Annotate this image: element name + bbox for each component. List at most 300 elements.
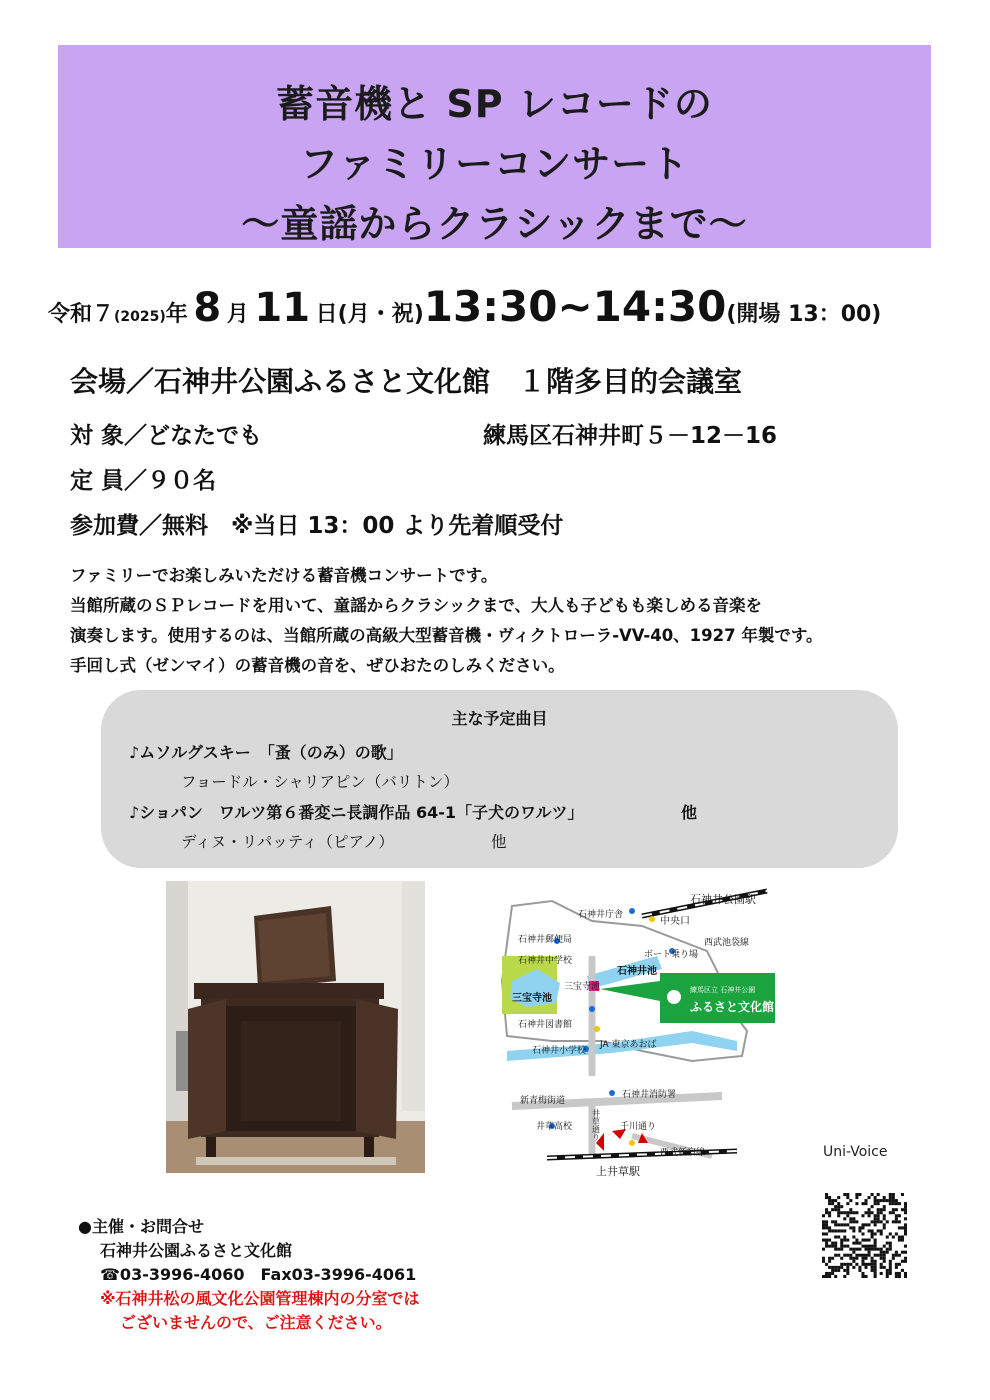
description-line: 手回し式（ゼンマイ）の蓄音機の音を、ぜひおたのしみください。 [70, 656, 565, 675]
doors-open: (開場 13：00) [726, 302, 882, 327]
code-module [880, 1272, 883, 1275]
code-module [898, 1254, 901, 1257]
code-module [861, 1275, 864, 1278]
map-shakujii-pond: 石神井池 [617, 966, 657, 977]
code-module [834, 1223, 837, 1226]
code-module [904, 1208, 907, 1211]
code-module [883, 1260, 886, 1263]
code-module [904, 1245, 907, 1248]
code-module [846, 1254, 849, 1257]
code-module [871, 1248, 874, 1251]
code-module [874, 1242, 877, 1245]
code-module [840, 1263, 843, 1266]
code-module [874, 1245, 877, 1248]
code-module [846, 1202, 849, 1205]
code-module [871, 1266, 874, 1269]
map-museum-small: 練馬区立 石神井公園 [690, 986, 756, 994]
code-module [865, 1275, 868, 1278]
code-module [825, 1232, 828, 1235]
map-boat: ボート乗り場 [644, 950, 699, 960]
uni-voice-code [822, 1193, 907, 1278]
access-map [492, 881, 792, 1181]
code-module [831, 1245, 834, 1248]
code-module [846, 1266, 849, 1269]
code-module [849, 1254, 852, 1257]
code-module [843, 1263, 846, 1266]
code-module [892, 1220, 895, 1223]
code-module [883, 1196, 886, 1199]
code-module [858, 1226, 861, 1229]
code-module [880, 1248, 883, 1251]
code-module [886, 1275, 889, 1278]
map-fire-station: 石神井消防署 [622, 1090, 677, 1100]
code-module [828, 1257, 831, 1260]
title-line-2: ファミリーコンサート [299, 142, 690, 186]
code-module [889, 1245, 892, 1248]
contact-org: 石神井公園ふるさと文化館 [100, 1241, 293, 1260]
code-module [828, 1272, 831, 1275]
code-module [889, 1196, 892, 1199]
code-module [825, 1196, 828, 1199]
code-module [843, 1193, 846, 1196]
code-module [883, 1223, 886, 1226]
code-module [822, 1226, 825, 1229]
code-module [825, 1211, 828, 1214]
traffic-light-icon [629, 1140, 635, 1146]
code-module [834, 1275, 837, 1278]
code-module [837, 1236, 840, 1239]
code-module [852, 1229, 855, 1232]
code-module [837, 1196, 840, 1199]
code-module [877, 1217, 880, 1220]
code-module [834, 1208, 837, 1211]
code-module [895, 1214, 898, 1217]
map-ja: JA 東京あおば [600, 1040, 657, 1050]
code-module [822, 1257, 825, 1260]
code-module [861, 1226, 864, 1229]
map-central-exit: 中央口 [660, 916, 690, 927]
code-module [883, 1226, 886, 1229]
code-module [837, 1214, 840, 1217]
code-module [831, 1229, 834, 1232]
code-module [849, 1226, 852, 1229]
code-module [865, 1211, 868, 1214]
code-module [855, 1220, 858, 1223]
code-module [871, 1269, 874, 1272]
code-module [831, 1202, 834, 1205]
code-module [831, 1242, 834, 1245]
code-module [895, 1263, 898, 1266]
code-module [861, 1214, 864, 1217]
code-module [852, 1251, 855, 1254]
code-module [895, 1254, 898, 1257]
date-day: 11 [254, 285, 311, 331]
code-module [822, 1223, 825, 1226]
code-module [834, 1205, 837, 1208]
program-item-2-performer-other: 他 [491, 833, 507, 851]
code-module [865, 1223, 868, 1226]
code-module [852, 1242, 855, 1245]
map-seibu-shinjuku: 西武新宿線 [660, 1148, 706, 1158]
code-module [840, 1245, 843, 1248]
code-module [858, 1229, 861, 1232]
code-module [822, 1239, 825, 1242]
code-module [849, 1199, 852, 1202]
code-module [883, 1245, 886, 1248]
code-module [825, 1220, 828, 1223]
code-module [852, 1248, 855, 1251]
code-module [889, 1248, 892, 1251]
code-module [904, 1205, 907, 1208]
code-module [834, 1242, 837, 1245]
target-audience: 対 象／どなたでも [70, 423, 263, 449]
code-module [849, 1208, 852, 1211]
code-module [831, 1272, 834, 1275]
code-module [868, 1223, 871, 1226]
code-module [831, 1257, 834, 1260]
code-module [865, 1266, 868, 1269]
fee: 参加費／無料 ※当日 13：00 より先着順受付 [70, 513, 564, 539]
code-module [895, 1202, 898, 1205]
map-seibu-ikebukuro: 西武池袋線 [704, 938, 750, 948]
event-time: 13:30~14:30 [423, 282, 727, 331]
museum-pointer [600, 981, 660, 1001]
map-station-top: 石神井公園駅 [690, 893, 756, 906]
code-module [871, 1232, 874, 1235]
code-module [904, 1223, 907, 1226]
code-module [865, 1202, 868, 1205]
code-module [877, 1254, 880, 1257]
code-module [861, 1260, 864, 1263]
code-module [883, 1251, 886, 1254]
map-senkawa-dori: 千川通り [620, 1122, 657, 1132]
code-module [895, 1208, 898, 1211]
code-module [874, 1199, 877, 1202]
code-module [895, 1251, 898, 1254]
code-module [886, 1199, 889, 1202]
code-module [865, 1199, 868, 1202]
code-module [822, 1275, 825, 1278]
code-module [880, 1257, 883, 1260]
code-module [901, 1193, 904, 1196]
code-module [846, 1223, 849, 1226]
code-module [837, 1248, 840, 1251]
code-module [886, 1269, 889, 1272]
program-item-1-performer: フョードル・シャリアピン（バリトン） [181, 773, 459, 791]
code-module [865, 1263, 868, 1266]
code-module [877, 1193, 880, 1196]
date-month: 8 [193, 285, 222, 331]
code-module [822, 1232, 825, 1235]
code-module [825, 1245, 828, 1248]
code-module [840, 1257, 843, 1260]
code-module [904, 1260, 907, 1263]
code-module [843, 1223, 846, 1226]
code-module [889, 1193, 892, 1196]
code-module [846, 1196, 849, 1199]
code-module [904, 1275, 907, 1278]
code-module [831, 1220, 834, 1223]
traffic-light-icon [594, 1026, 600, 1032]
code-module [865, 1245, 868, 1248]
code-module [880, 1199, 883, 1202]
code-module [834, 1266, 837, 1269]
code-module [883, 1199, 886, 1202]
code-module [846, 1211, 849, 1214]
code-module [846, 1239, 849, 1242]
code-module [843, 1245, 846, 1248]
code-module [828, 1239, 831, 1242]
code-module [840, 1266, 843, 1269]
map-point-icon [609, 1090, 615, 1096]
code-module [846, 1272, 849, 1275]
code-module [828, 1229, 831, 1232]
code-module [889, 1263, 892, 1266]
code-module [849, 1248, 852, 1251]
code-module [837, 1205, 840, 1208]
code-module [828, 1199, 831, 1202]
code-module [904, 1226, 907, 1229]
code-module [892, 1257, 895, 1260]
notice-line-1: ※石神井松の風文化公園管理棟内の分室では [100, 1289, 420, 1308]
code-module [892, 1199, 895, 1202]
code-module [852, 1220, 855, 1223]
code-module [846, 1193, 849, 1196]
code-module [868, 1251, 871, 1254]
title-banner [58, 45, 931, 248]
code-module [874, 1275, 877, 1278]
code-module [825, 1272, 828, 1275]
code-module [889, 1269, 892, 1272]
code-module [871, 1220, 874, 1223]
code-module [822, 1260, 825, 1263]
code-module [889, 1242, 892, 1245]
code-module [880, 1229, 883, 1232]
code-module [868, 1208, 871, 1211]
code-module [852, 1226, 855, 1229]
code-module [904, 1202, 907, 1205]
code-module [825, 1193, 828, 1196]
code-module [861, 1202, 864, 1205]
code-module [901, 1251, 904, 1254]
code-module [861, 1239, 864, 1242]
code-module [843, 1269, 846, 1272]
code-module [904, 1251, 907, 1254]
gramophone-illustration [166, 881, 425, 1173]
code-module [865, 1248, 868, 1251]
code-module [877, 1229, 880, 1232]
code-module [901, 1239, 904, 1242]
code-module [837, 1266, 840, 1269]
code-module [889, 1272, 892, 1275]
code-module [892, 1196, 895, 1199]
code-module [843, 1211, 846, 1214]
code-module [898, 1226, 901, 1229]
code-module [877, 1220, 880, 1223]
code-module [904, 1232, 907, 1235]
date-weekday: (月・祝) [337, 302, 424, 327]
code-module [883, 1254, 886, 1257]
code-module [828, 1214, 831, 1217]
code-module [874, 1223, 877, 1226]
code-module [874, 1196, 877, 1199]
code-module [846, 1214, 849, 1217]
code-module [880, 1208, 883, 1211]
code-module [877, 1208, 880, 1211]
code-module [892, 1254, 895, 1257]
code-module [889, 1199, 892, 1202]
code-module [874, 1232, 877, 1235]
code-module [831, 1208, 834, 1211]
code-module [865, 1254, 868, 1257]
program-item-1: ♪ムソルグスキー 「蚤（のみ）の歌」 [129, 743, 403, 762]
code-module [889, 1202, 892, 1205]
code-module [837, 1269, 840, 1272]
code-module [837, 1211, 840, 1214]
contact-phone: ☎03-3996-4060 Fax03-3996-4061 [100, 1265, 417, 1284]
code-module [886, 1251, 889, 1254]
code-module [871, 1260, 874, 1263]
event-datetime [48, 282, 948, 338]
code-module [895, 1217, 898, 1220]
code-module [904, 1211, 907, 1214]
code-module [861, 1223, 864, 1226]
code-module [825, 1239, 828, 1242]
code-module [852, 1260, 855, 1263]
code-module [822, 1248, 825, 1251]
code-module [883, 1205, 886, 1208]
code-module [889, 1260, 892, 1263]
map-museum-name: ふるさと文化館 [690, 1000, 775, 1014]
code-module [858, 1248, 861, 1251]
code-module [898, 1275, 901, 1278]
code-module [883, 1214, 886, 1217]
code-module [874, 1220, 877, 1223]
gramophone-photo [166, 881, 425, 1173]
code-module [843, 1254, 846, 1257]
code-module [868, 1245, 871, 1248]
date-year: (2025) [114, 309, 166, 325]
code-module [855, 1193, 858, 1196]
code-module [886, 1220, 889, 1223]
code-module [886, 1272, 889, 1275]
code-module [892, 1208, 895, 1211]
code-module [855, 1242, 858, 1245]
code-module [880, 1220, 883, 1223]
title-line-1: 蓄音機と SP レコードの [276, 82, 713, 126]
map-sanpoji-pond: 三宝寺池 [512, 993, 552, 1004]
code-module [834, 1220, 837, 1223]
code-module [834, 1199, 837, 1202]
code-module [874, 1269, 877, 1272]
code-module [843, 1217, 846, 1220]
code-module [895, 1272, 898, 1275]
map-sanpoji-label: 三宝寺池 [564, 982, 601, 992]
code-module [901, 1236, 904, 1239]
code-module [831, 1199, 834, 1202]
code-module [883, 1217, 886, 1220]
code-module [852, 1266, 855, 1269]
code-module [892, 1193, 895, 1196]
code-module [868, 1254, 871, 1257]
code-module [898, 1220, 901, 1223]
code-module [880, 1251, 883, 1254]
title-line-3: ～童謡からクラシックまで～ [241, 202, 748, 246]
code-module [852, 1257, 855, 1260]
code-module [871, 1211, 874, 1214]
code-module [840, 1223, 843, 1226]
code-module [846, 1245, 849, 1248]
code-module [874, 1239, 877, 1242]
museum-logo-icon [667, 990, 681, 1004]
code-module [849, 1263, 852, 1266]
code-module [855, 1196, 858, 1199]
code-module [861, 1245, 864, 1248]
code-module [837, 1208, 840, 1211]
code-module [868, 1248, 871, 1251]
code-module [849, 1220, 852, 1223]
date-day-char: 日 [315, 302, 338, 327]
code-module [828, 1211, 831, 1214]
code-module [828, 1226, 831, 1229]
map-library: 石神井図書館 [518, 1020, 573, 1030]
code-module [895, 1220, 898, 1223]
code-module [898, 1202, 901, 1205]
contact-heading: ●主催・お問合せ [78, 1217, 204, 1236]
map-post-office: 石神井郵便局 [518, 935, 573, 945]
code-module [901, 1226, 904, 1229]
code-module [895, 1199, 898, 1202]
map-junior-high: 石神井中学校 [518, 956, 573, 966]
code-module [898, 1239, 901, 1242]
map-igusa-high: 井草高校 [536, 1122, 573, 1132]
code-module [871, 1263, 874, 1266]
address: 練馬区石神井町５－12－16 [483, 423, 778, 449]
code-module [849, 1217, 852, 1220]
code-module [834, 1229, 837, 1232]
code-module [840, 1248, 843, 1251]
code-module [855, 1254, 858, 1257]
code-module [880, 1232, 883, 1235]
code-module [874, 1272, 877, 1275]
program-box [101, 690, 898, 868]
code-module [861, 1272, 864, 1275]
code-module [855, 1202, 858, 1205]
code-module [825, 1208, 828, 1211]
code-module [834, 1236, 837, 1239]
code-module [871, 1205, 874, 1208]
code-module [852, 1236, 855, 1239]
venue: 会場／石神井公園ふるさと文化館 １階多目的会議室 [70, 365, 743, 398]
code-module [849, 1211, 852, 1214]
code-module [846, 1263, 849, 1266]
code-module [868, 1214, 871, 1217]
code-module [886, 1242, 889, 1245]
program-item-2-other: 他 [681, 803, 698, 822]
code-module [843, 1236, 846, 1239]
program-item-2-performer: ディヌ・リパッティ（ピアノ） [181, 833, 394, 851]
code-module [828, 1196, 831, 1199]
description-line: 演奏します。使用するのは、当館所蔵の高級大型蓄音機・ヴィクトローラ-VV-40、1927 年製です。 [70, 626, 823, 645]
code-module [840, 1239, 843, 1242]
code-module [825, 1263, 828, 1266]
code-module [895, 1232, 898, 1235]
map-station-bottom: 上井草駅 [596, 1165, 640, 1178]
code-module [855, 1211, 858, 1214]
code-module [871, 1236, 874, 1239]
date-era: 令和７ [48, 302, 115, 327]
code-module [846, 1269, 849, 1272]
